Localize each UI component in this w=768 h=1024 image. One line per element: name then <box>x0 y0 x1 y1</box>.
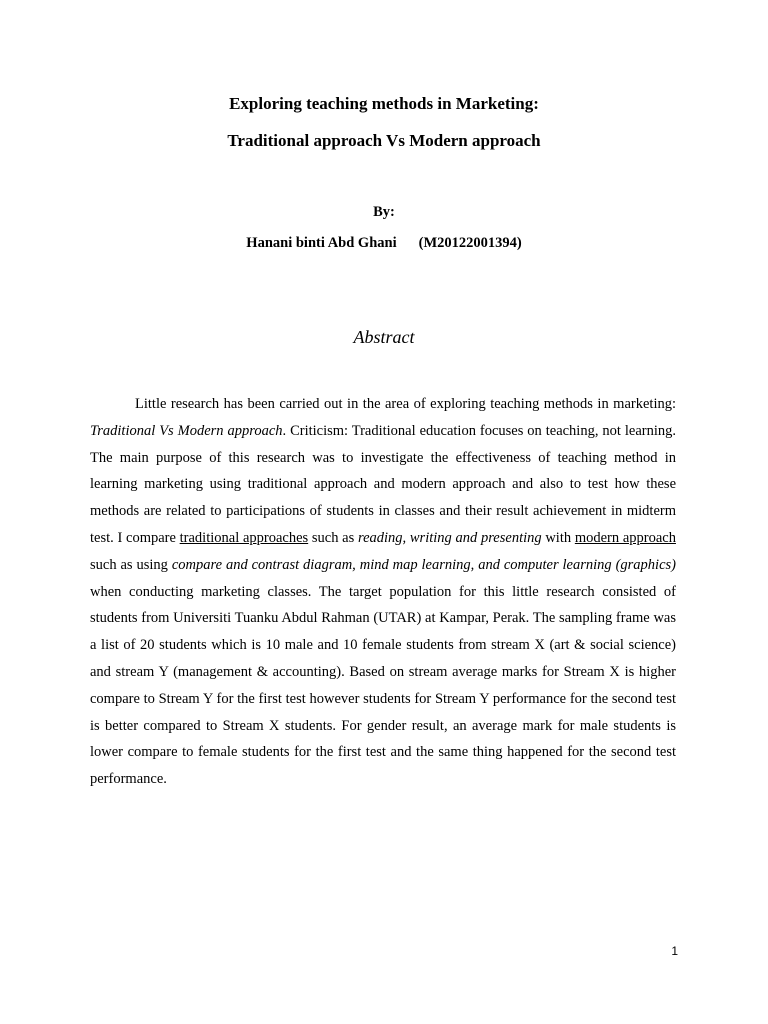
page-number: 1 <box>671 944 678 958</box>
by-label: By: <box>373 204 395 220</box>
paper-title-line-1: Exploring teaching methods in Marketing: <box>229 94 539 113</box>
abstract-paragraph <box>90 391 676 793</box>
abstract-text: with <box>541 529 575 546</box>
abstract-text: when conducting marketing classes. The target population for this little research consisted of students from Universiti Tuanku Abdul Rahman (UTAR) at Kampar, Perak. The sampling frame was a list of 20 students which is 10 male and 10 female students from stream X (art & social science) and stream Y (management & accounting). Based on stream average marks for Stream X is higher compare to Stream Y for the first test however students for Stream Y performance for the second test is better compared to Stream X students. For gender result, an average mark for male students is lower compare to female students for the first test and the same thing happened for the second test performance. <box>90 583 676 788</box>
abstract-emphasis: compare and contrast diagram, mind map learning, and computer learning (graphics) <box>171 556 676 573</box>
abstract-underlined: traditional approaches <box>179 529 309 546</box>
abstract-text: such as using <box>90 556 172 573</box>
abstract-emphasis: Traditional Vs Modern approach <box>90 422 283 439</box>
abstract-text: such as <box>308 529 358 546</box>
abstract-emphasis: reading, writing and presenting <box>357 529 542 546</box>
author-line <box>0 234 768 252</box>
abstract-heading: Abstract <box>353 327 415 347</box>
author-name: Hanani binti Abd Ghani <box>246 235 397 251</box>
author-id: (M20122001394) <box>418 235 522 251</box>
abstract-text: Little research has been carried out in the area of exploring teaching methods in marketing: <box>135 396 676 412</box>
paper-title-line-2: Traditional approach Vs Modern approach <box>227 131 541 150</box>
abstract-text: . Criticism: Traditional education focuses on teaching, not learning. The main purpose of this research was to investigate the effectiveness of teaching method in learning marketing using traditional approach and modern approach and also to test how these methods are related to participations of students in classes and their result achievement in midterm test. I compare <box>90 422 676 546</box>
abstract-underlined: modern approach <box>574 529 676 546</box>
